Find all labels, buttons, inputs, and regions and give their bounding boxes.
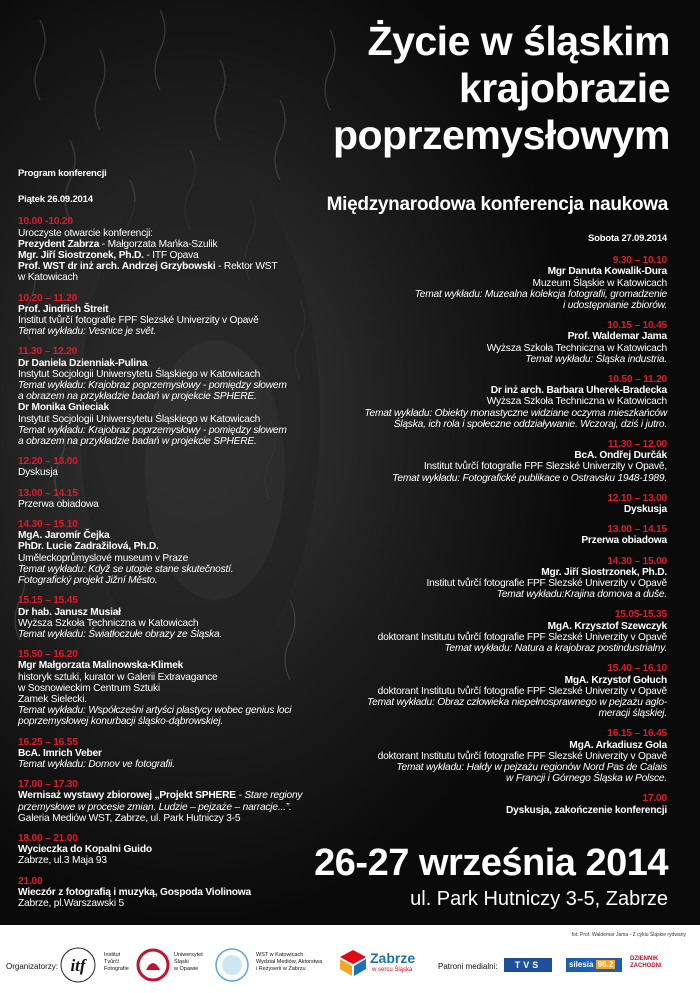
program-line	[347, 266, 667, 277]
program-line-text: a obrazem na przykładzie badań w projekcie SPHERE.	[18, 436, 257, 448]
program-line	[18, 326, 313, 337]
program-line-text: Temat wykładu: Śląska industria.	[525, 353, 667, 365]
program-item	[347, 524, 667, 546]
program-line-text: - Rektor WST	[215, 261, 278, 273]
program-line	[18, 250, 313, 261]
silesia-logo	[566, 958, 622, 972]
program-line	[18, 272, 313, 283]
program-time: 11.30 – 12.00	[607, 439, 667, 451]
program-time: 16.15 – 16.45	[607, 728, 667, 740]
program-line-text: poprzemysłowej konurbacji śląsko-dąbrowskiej.	[18, 716, 224, 728]
program-line-text: Temat wykładu:Krajina domova a duše.	[496, 589, 667, 601]
program-line	[347, 632, 667, 643]
program-line	[18, 541, 313, 552]
program-line-text: w Francji i Górnego Śląska w Polsce.	[506, 773, 667, 785]
program-time: 14.30 – 15.10	[18, 519, 78, 531]
program-item	[347, 255, 667, 311]
program-line	[347, 385, 667, 396]
program-line	[347, 773, 667, 784]
program-line	[347, 578, 667, 589]
program-line	[347, 589, 667, 600]
program-item	[18, 737, 313, 771]
program-line-text: Temat wykładu: Hałdy w pejzażu regionów Nord Pas de Calais	[396, 761, 667, 773]
program-line-text: Wycieczka do Kopalni Guido	[18, 844, 152, 856]
program-line	[18, 436, 313, 447]
program-line	[18, 425, 313, 436]
event-date: 26-27 września 2014	[314, 842, 668, 884]
program-line	[18, 844, 313, 855]
program-item	[18, 876, 313, 910]
program-line-text: Mgr Małgorzata Malinowska-Klimek	[18, 660, 184, 672]
program-line	[18, 358, 313, 369]
program-line	[18, 759, 313, 770]
program-line-text: MgA. Krzysztof Szewczyk	[547, 620, 667, 632]
program-line-text: Przerwa obiadowa	[18, 498, 99, 510]
program-line-text: Dr inż arch. Barbara Uherek-Bradecka	[490, 385, 667, 397]
program-line-text: i udostępnianie zbiorów.	[563, 300, 667, 312]
program-line	[18, 380, 313, 391]
title-line-3: poprzemysłowym	[332, 112, 670, 158]
program-line-text: przemysłowe w procesie zmian. Ludzie – pejzaże – narracje...”.	[18, 801, 292, 813]
program-line	[347, 751, 667, 762]
program-item	[347, 728, 667, 784]
program-line	[18, 607, 313, 618]
program-line	[18, 898, 313, 909]
program-line-text: doktorant Institutu tvůrčí fotografie FPF Slezské Univerzity v Opavě	[377, 750, 667, 762]
university-crest-icon	[136, 948, 170, 982]
program-line-text: Institut tvůrčí fotografie FPF Slezské Univerzity v Opavě	[18, 315, 259, 327]
itf-logo-text: Institut Tvůrčí Fotografie	[104, 952, 129, 972]
title-line-1: Życie w śląskim	[367, 18, 670, 64]
program-line	[347, 686, 667, 697]
program-line	[18, 553, 313, 564]
program-item	[18, 488, 313, 510]
program-line	[18, 629, 313, 640]
organizers-label: Organizatorzy:	[6, 962, 59, 971]
program-time: 9.30 – 10.10	[612, 255, 667, 267]
program-line-text: doktorant Institutu tvůrčí fotografie FPF Slezské Univerzity v Opavě	[377, 631, 667, 643]
program-line-text: BcA. Imrich Veber	[18, 747, 102, 759]
program-item	[18, 833, 313, 867]
program-line-text: w Katowicach	[18, 272, 78, 284]
program-line-text: Temat wykładu: Domov ve fotografii.	[18, 758, 175, 770]
program-line	[18, 802, 313, 813]
program-line-text: Institut tvůrčí fotografie FPF Slezské Univerzity v Opavě	[426, 578, 667, 590]
program-time: 10.20 – 11.20	[18, 292, 78, 304]
itf-logo-icon	[56, 946, 100, 984]
program-item	[18, 346, 313, 447]
program-line	[18, 369, 313, 380]
program-line	[18, 813, 313, 824]
program-line-text: Dyskusja, zakończenie konferencji	[506, 804, 667, 816]
program-friday	[18, 168, 313, 918]
program-header: Program konferencji	[18, 168, 107, 179]
program-line-text: PhDr. Lucie Zadražilová, Ph.D.	[18, 541, 159, 553]
dziennik-zachodni-logo: DZIENNIK ZACHODNI	[630, 956, 662, 969]
program-line	[347, 419, 667, 430]
zabrze-logo-text: Zabrze	[370, 950, 416, 966]
patrons-label: Patroni medialni:	[438, 962, 498, 971]
program-line	[347, 300, 667, 311]
wst-seal-icon	[214, 946, 250, 984]
program-line	[347, 354, 667, 365]
program-line	[18, 391, 313, 402]
poster-title	[250, 18, 670, 159]
university-logo-text: Uniwersytet Śląski w Opawie	[174, 952, 203, 972]
program-line	[347, 461, 667, 472]
program-line	[347, 396, 667, 407]
program-line	[347, 504, 667, 515]
zabrze-tagline: w sercu Śląska	[372, 967, 413, 973]
title-line-2: krajobrazie	[459, 65, 670, 111]
program-line	[18, 618, 313, 629]
program-time: 15.15 – 15.45	[18, 595, 78, 607]
program-item	[347, 556, 667, 601]
program-item	[347, 663, 667, 719]
program-line-text: MgA. Arkadiusz Gola	[569, 739, 667, 751]
program-time: 13.00 – 14.15	[18, 487, 78, 499]
program-line	[18, 315, 313, 326]
program-line-text: Temat wykładu: Obraz człowieka niepełnosprawnego w pejzażu aglo-	[367, 696, 667, 708]
program-line-text: Instytut Socjologii Uniwersytetu Śląskiego w Katowicach	[18, 413, 261, 425]
program-line-text: Temat wykładu: Natura a krajobraz postindustrialny.	[444, 643, 667, 655]
program-line	[347, 473, 667, 484]
program-line-text: Dr hab. Janusz Musiał	[18, 606, 121, 618]
program-line	[347, 708, 667, 719]
program-line	[347, 343, 667, 354]
program-line	[347, 450, 667, 461]
program-line	[18, 228, 313, 239]
program-line-text: Temat wykładu: Obiekty monastyczne widziane oczyma mieszkańców	[364, 407, 667, 419]
silesia-frequency: 96.2	[597, 960, 614, 969]
program-line	[347, 331, 667, 342]
program-line-text: Prof. WST dr inż arch. Andrzej Grzybowski	[18, 261, 216, 273]
tvs-logo: TVS	[504, 958, 552, 972]
program-line	[347, 289, 667, 300]
program-line-text: Temat wykładu: Když se utopie stane skutečností.	[18, 563, 234, 575]
program-line-text: Temat wykładu: Vesnice je svět.	[18, 326, 157, 338]
program-line-text: doktorant Institutu tvůrčí fotografie FPF Slezské Univerzity v Opavě	[377, 685, 667, 697]
program-line-text: Temat wykładu: Krajobraz poprzemysłowy - pomiędzy słowem	[18, 380, 287, 392]
program-line	[347, 697, 667, 708]
program-line-text: Galeria Mediów WST, Zabrze, ul. Park Hutniczy 3-5	[18, 812, 241, 824]
program-line-text: a obrazem na przykładzie badań w projekcie SPHERE.	[18, 391, 257, 403]
zabrze-logo-icon	[338, 948, 368, 978]
silesia-logo-text: silesia	[569, 960, 594, 969]
program-line	[18, 694, 313, 705]
program-item	[18, 519, 313, 586]
program-line-text: Zabrze, ul.3 Maja 93	[18, 855, 107, 867]
program-line-text: Temat wykładu: Krajobraz poprzemysłowy - pomiędzy słowem	[18, 424, 287, 436]
program-line-text: Wieczór z fotografią i muzyką, Gospoda Violinowa	[18, 886, 251, 898]
program-item	[347, 609, 667, 654]
program-line-text: Wyższa Szkoła Techniczna w Katowicach	[18, 617, 199, 629]
program-item	[347, 320, 667, 365]
program-time: 12.10 – 13.00	[607, 492, 667, 504]
program-line-text: Mgr Danuta Kowalik-Dura	[547, 266, 667, 278]
program-item	[18, 649, 313, 727]
program-line	[18, 261, 313, 272]
program-line-text: Temat wykładu: Światłoczułe obrazy ze Śląska.	[18, 628, 223, 640]
program-line-text: MgA. Krzystof Gołuch	[564, 674, 667, 686]
program-time: 10.50 – 11.20	[607, 374, 667, 386]
program-line	[18, 575, 313, 586]
day-label-saturday: Sobota 27.09.2014	[588, 233, 667, 244]
program-item	[18, 216, 313, 283]
subtitle: Międzynarodowa konferencja naukowa	[326, 194, 668, 215]
program-line-text: meracji śląskiej.	[598, 708, 667, 720]
program-time: 13.00 – 14.15	[607, 524, 667, 536]
program-line	[18, 239, 313, 250]
photo-credit: fot. Prof. Waldemar Jama - Z cyklu Śląskie rydwany	[571, 932, 686, 938]
program-line	[18, 683, 313, 694]
program-item	[18, 456, 313, 478]
program-line-text: Dyskusja	[18, 467, 58, 479]
program-line	[18, 672, 313, 683]
program-item	[18, 595, 313, 640]
program-line	[18, 467, 313, 478]
program-line-text: Uměleckoprůmyslové museum v Praze	[18, 552, 189, 564]
program-time: 10.00 -10.20	[18, 216, 73, 228]
program-line-text: Śląska, ich rola i społeczne oddziaływanie. Wczoraj, dziś i jutro.	[393, 418, 667, 430]
program-line	[18, 748, 313, 759]
program-time: 21.00	[18, 875, 43, 887]
program-line	[347, 278, 667, 289]
program-time: 17.00	[642, 793, 667, 805]
program-line-text: Prezydent Zabrza	[18, 238, 100, 250]
program-line	[347, 762, 667, 773]
program-line	[18, 855, 313, 866]
program-item	[18, 293, 313, 338]
program-line	[347, 408, 667, 419]
program-line	[18, 499, 313, 510]
program-line-text: historyk sztuki, kurator w Galerii Extravagance	[18, 671, 218, 683]
program-line	[18, 414, 313, 425]
svg-text:itf: itf	[70, 956, 86, 975]
program-time: 15.40 – 16.10	[607, 663, 667, 675]
program-line-text: Temat wykładu: Współcześni artyści plastycy wobec genius loci	[18, 705, 292, 717]
program-line	[347, 567, 667, 578]
program-line-text: Mgr. Jiří Siostrzonek, Ph.D.	[18, 250, 144, 262]
program-time: 15.05-15.35	[614, 609, 667, 621]
program-line	[18, 660, 313, 671]
program-item	[347, 793, 667, 815]
program-time: 15.50 – 16.20	[18, 649, 78, 661]
program-line-text: w Sosnowieckim Centrum Sztuki	[18, 682, 160, 694]
program-line-text: - ITF Opava	[143, 250, 199, 262]
program-line-text: Instytut Socjologii Uniwersytetu Śląskiego w Katowicach	[18, 368, 261, 380]
program-line	[18, 402, 313, 413]
program-time: 11.30 – 12.20	[18, 346, 78, 358]
program-line-text: Temat wykładu: Muzealna kolekcja fotografii, gromadzenie	[414, 288, 667, 300]
program-line	[347, 675, 667, 686]
program-line-text: - Małgorzata Mańka-Szulik	[99, 238, 218, 250]
program-item	[347, 374, 667, 430]
program-line-text: Dr Daniela Dzienniak-Pulina	[18, 357, 148, 369]
friday-items	[18, 216, 313, 909]
program-line-text: Zabrze, pl.Warszawski 5	[18, 897, 124, 909]
program-item	[347, 493, 667, 515]
program-line	[18, 564, 313, 575]
program-time: 17.00 – 17.30	[18, 779, 78, 791]
program-time: 14.30 – 15.00	[607, 555, 667, 567]
program-item	[347, 439, 667, 484]
program-line-text: Fotografický projekt Jižní Město.	[18, 575, 158, 587]
program-saturday	[347, 233, 667, 825]
program-line	[18, 887, 313, 898]
program-line	[347, 805, 667, 816]
program-line-text: Prof. Jindřich Štreit	[18, 303, 109, 315]
program-line-text: Muzeum Śląskie w Katowicach	[532, 277, 667, 289]
program-line	[347, 535, 667, 546]
wst-logo-text: WST w Katowicach Wydział Mediów, Aktorstwa i Reżyserii w Zabrzu	[256, 952, 323, 972]
program-line-text: Dyskusja	[623, 504, 667, 516]
program-line	[347, 643, 667, 654]
program-line-text: MgA. Jaromír Čejka	[18, 530, 110, 542]
saturday-items	[347, 255, 667, 816]
program-line	[18, 716, 313, 727]
program-line	[18, 304, 313, 315]
program-time: 18.00 – 21.00	[18, 832, 78, 844]
program-line-text: Wyższa Szkoła Techniczna w Katowicach	[486, 342, 667, 354]
program-line-text: Prof. Waldemar Jama	[567, 331, 667, 343]
program-line	[18, 790, 313, 801]
day-label-friday: Piątek 26.09.2014	[18, 194, 93, 206]
program-line-text: Przerwa obiadowa	[581, 535, 667, 547]
program-line-text: Institut tvůrčí fotografie FPF Slezské Univerzity v Opavě,	[423, 461, 667, 473]
program-line	[347, 621, 667, 632]
program-line-text: BcA. Ondřej Durčák	[574, 450, 667, 462]
program-time: 10.15 – 10.45	[607, 320, 667, 332]
program-line	[347, 740, 667, 751]
program-line-text: Zamek Sielecki.	[18, 693, 87, 705]
program-line	[18, 530, 313, 541]
program-line-text: Wernisaż wystawy zbiorowej „Projekt SPHERE	[18, 790, 236, 802]
program-line-text: Uroczyste otwarcie konferencji:	[18, 227, 153, 239]
event-address: ul. Park Hutniczy 3-5, Zabrze	[410, 888, 668, 910]
program-line-text: Mgr. Jiří Siostrzonek, Ph.D.	[541, 566, 667, 578]
program-item	[18, 779, 313, 824]
program-line-text: Wyższa Szkoła Techniczna w Katowicach	[486, 396, 667, 408]
program-time: 16.25 – 16.55	[18, 736, 78, 748]
program-line-text: - Stare regiony	[235, 790, 303, 802]
program-time: 12.20 – 13.00	[18, 456, 78, 468]
program-line-text: Temat wykładu: Fotografické publikace o Ostravsku 1948-1989.	[392, 472, 667, 484]
program-line-text: Dr Monika Gnieciak	[18, 402, 109, 414]
program-line	[18, 705, 313, 716]
footer	[0, 940, 700, 993]
